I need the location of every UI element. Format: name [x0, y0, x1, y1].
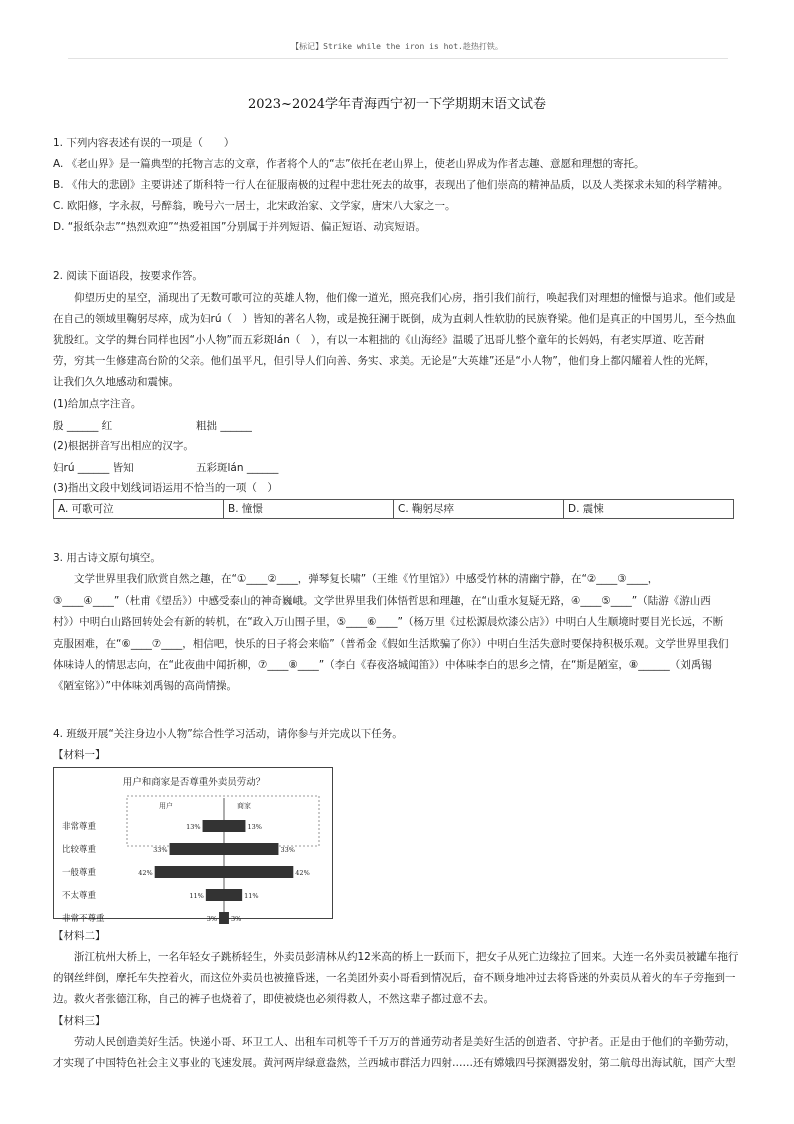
category-label: 非常不尊重: [62, 914, 105, 924]
q2-sub2-blank-a[interactable]: 妇rú ______ 皆知: [53, 462, 134, 474]
material-2-label: 【材料二】: [53, 930, 106, 942]
bar-merchants: [224, 843, 278, 855]
data-label-merchants: 42%: [295, 869, 310, 877]
q2-sub2-blank-b[interactable]: 五彩斑lán ______: [196, 462, 279, 474]
data-label-merchants: 11%: [244, 892, 259, 900]
bar-merchants: [224, 820, 245, 832]
q2-sub2: (2)根据拼音写出相应的汉字。: [53, 440, 194, 452]
material-2-line: 的钢丝绊倒，摩托车失控着火，而这位外卖员也被撞昏迷，一名美团外卖小哥看到情况后，奋不顾身地冲过去将昏迷的外卖员从着火的车子旁拖到一: [53, 972, 736, 984]
q2-sub1: (1)给加点字注音。: [53, 398, 142, 410]
category-label: 一般尊重: [62, 868, 97, 878]
material-3-line: 才实现了中国特色社会主义事业的飞速发展。黄河两岸绿意盎然，兰西城市群活力四射……还有嫦娥四号探测器发射，第二航母出海试航，国产大型: [53, 1057, 736, 1069]
q1-option-a: A. 《老山界》是一篇典型的托物言志的文章，作者将个人的“志”依托在老山界上，使老山界成为作者志趣、意愿和理想的寄托。: [53, 158, 645, 170]
q3-line: 克服困难，在“⑥____⑦____，相信吧，快乐的日子将会来临”（普希金《假如生活欺骗了你》）中明白生活失意时要保持积极乐观。文学世界里我们: [53, 638, 729, 650]
page-title: 2023~2024学年青海西宁初一下学期期末语文试卷: [247, 97, 547, 112]
q2-sub1-blank-b[interactable]: 粗拙 ______: [196, 420, 252, 432]
q3-line: 体味诗人的情思志向，在“此夜曲中闻折柳，⑦____⑧____”（李白《春夜洛城闻笛》）中体味李白的思乡之情，在“斯是陋室，⑧______（刘禹锡: [53, 659, 712, 671]
bar-users: [206, 889, 224, 901]
q1-option-d: D. “报纸杂志”“热烈欢迎”“热爱祖国”分别属于并列短语、偏正短语、动宾短语。: [53, 221, 426, 233]
data-label-merchants: 13%: [247, 823, 262, 831]
series-label-merchants: 商家: [237, 802, 251, 810]
bar-users: [219, 912, 224, 924]
category-label: 不太尊重: [62, 891, 97, 901]
data-label-users: 13%: [186, 823, 201, 831]
q1-option-b: B. 《伟大的悲剧》主要讲述了斯科特一行人在征服南极的过程中悲壮死去的故事，表现出了他们崇高的精神品质，以及人类探求未知的科学精神。: [53, 179, 729, 191]
header-divider: [68, 58, 728, 59]
q2-passage-line: 劳，穷其一生修建高台阶的父亲。他们虽平凡，但引导人们向善、务实、求美。无论是“大英雄”还是“小人物”，他们身上都闪耀着人性的光辉，: [53, 355, 716, 367]
material-2-line: 浙江杭州大桥上，一名年轻女子跳桥轻生，外卖员彭清林从约12米高的桥上一跃而下，把女子从死亡边缘拉了回来。大连一名外卖员被罐车拖行: [74, 951, 739, 963]
choice-c[interactable]: C. 鞠躬尽瘁: [394, 500, 564, 518]
data-label-users: 11%: [189, 892, 204, 900]
category-label: 比较尊重: [62, 845, 97, 855]
bar-merchants: [224, 866, 293, 878]
bar-merchants: [224, 889, 242, 901]
q3-line: 《陋室铭》）”中体味刘禹锡的高尚情操。: [53, 680, 237, 692]
choice-d[interactable]: D. 震悚: [568, 503, 604, 515]
material-2-line: 边。救火者张德江称，自己的裤子也烧着了，即使被烧也必须得救人，不然这辈子都过意不去。: [53, 993, 494, 1005]
chart-figure: [53, 767, 333, 924]
bar-users: [170, 843, 224, 855]
q3-line: 文学世界里我们欣赏自然之趣，在“①____②____，弹琴复长啸”（王维《竹里馆》）中感受竹林的清幽宁静，在“②____③____，: [74, 573, 659, 585]
bar-chart: [54, 768, 332, 924]
bar-users: [203, 820, 224, 832]
header-note: 【标记】Strike while the iron is hot.趁热打铁。: [291, 42, 503, 51]
data-label-users: 3%: [206, 915, 218, 923]
category-label: 非常尊重: [62, 822, 97, 832]
chart-title: 用户和商家是否尊重外卖员劳动？: [122, 777, 266, 788]
q3-line: ③____④____”（杜甫《望岳》）中感受泰山的神奇巍峨。文学世界里我们体悟哲思和理趣，在“山重水复疑无路，④____⑤____”（陆游《游山西: [53, 595, 711, 607]
q4-stem: 4. 班级开展“关注身边小人物”综合性学习活动，请你参与并完成以下任务。: [53, 728, 403, 740]
q2-sub3: (3)指出文段中划线词语运用不恰当的一项（ ）: [53, 482, 278, 494]
choice-b[interactable]: B. 憧憬: [224, 500, 394, 518]
data-label-merchants: 33%: [280, 846, 295, 854]
q3-line: 村》）中明白山路回转处会有新的转机，在“政入万山围子里，⑤____⑥____”（杨万里《过松源晨炊漆公店》）中明白人生顺境时要目光长远，不断: [53, 616, 724, 628]
data-label-users: 33%: [153, 846, 168, 854]
q1-option-c: C. 欧阳修，字永叔，号醉翁，晚号六一居士，北宋政治家、文学家，唐宋八大家之一。: [53, 200, 456, 212]
q2-passage-line: 让我们久久地感动和震悚。: [53, 376, 179, 388]
q2-passage-line: 在自己的领域里鞠躬尽瘁，成为妇rú（ ）皆知的著名人物，或是挽狂澜于既倒，成为直刺人性软肋的民族脊梁。他们是真正的中国男儿，至今热血: [53, 313, 736, 325]
q1-stem: 1. 下列内容表述有误的一项是（ ）: [53, 137, 235, 149]
material-1-label: 【材料一】: [53, 749, 106, 761]
material-3-line: 劳动人民创造美好生活。快递小哥、环卫工人、出租车司机等千千万万的普通劳动者是美好生活的创造者、守护者。正是由于他们的辛勤劳动，: [74, 1036, 736, 1048]
bar-users: [155, 866, 224, 878]
q2-passage-line: 仰望历史的星空，涌现出了无数可歌可泣的英雄人物，他们像一道光，照亮我们心房，指引我们前行，唤起我们对理想的憧憬与追求。他们或是: [74, 292, 736, 304]
data-label-merchants: 3%: [230, 915, 242, 923]
series-label-users: 用户: [159, 802, 173, 810]
q2-passage-line: 犹殷红。文学的舞台同样也因“小人物”而五彩斑lán（ ），有以一本粗拙的《山海经》温暖了迅哥儿整个童年的长妈妈，有老实厚道、吃苦耐: [53, 334, 705, 346]
q2-sub1-blank-a[interactable]: 殷 ______ 红: [53, 420, 113, 432]
data-label-users: 42%: [138, 869, 153, 877]
material-3-label: 【材料三】: [53, 1015, 106, 1027]
q2-choice-table: [53, 499, 734, 519]
q3-stem: 3. 用古诗文原句填空。: [53, 552, 161, 564]
choice-a[interactable]: A. 可歌可泣: [54, 500, 224, 518]
bar-merchants: [224, 912, 229, 924]
q2-stem: 2. 阅读下面语段，按要求作答。: [53, 270, 203, 282]
